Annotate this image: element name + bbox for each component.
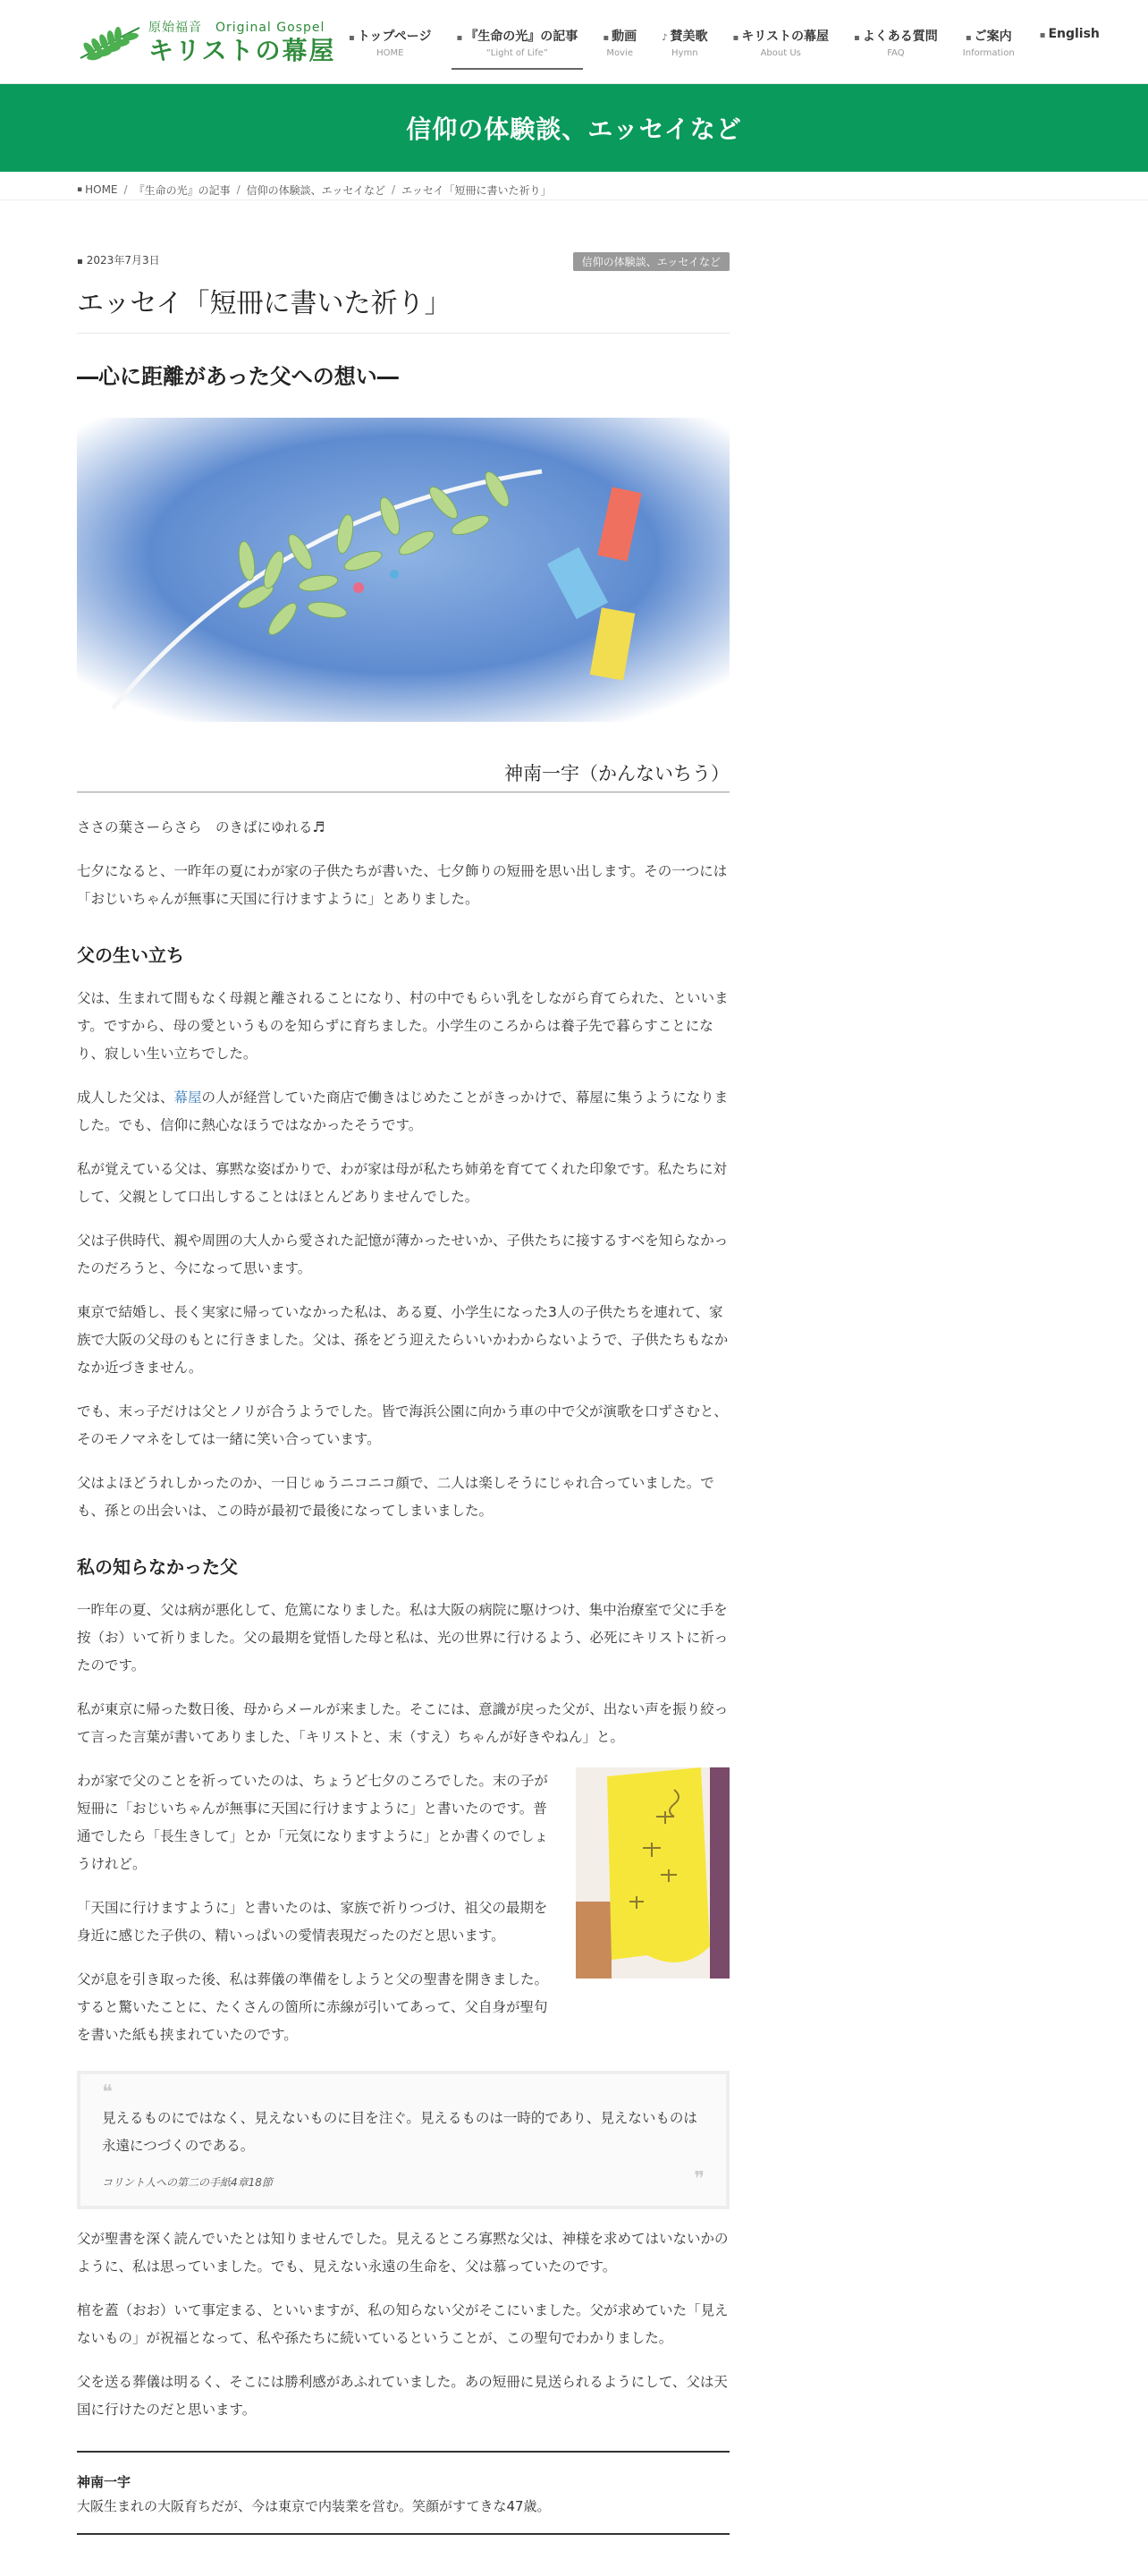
calendar-icon: ▪ (77, 257, 83, 267)
text: 成人した父は、 (77, 1089, 174, 1106)
divider (0, 199, 1148, 200)
nav-item-hymn[interactable] (649, 16, 720, 70)
paragraph: 父は子供時代、親や周囲の大人から愛された記憶が薄かったせいか、子供たちに接するすべを知らなかったのだろうと、今になって思います。 (77, 1233, 729, 1276)
scripture-quote (77, 2071, 730, 2209)
entry-title: エッセイ「短冊に書いた祈り」 (77, 284, 730, 334)
paragraph: 七夕になると、一昨年の夏にわが家の子供たちが書いた、七夕飾りの短冊を思い出します。その一つには「おじいちゃんが無事に天国に行けますように」とありました。 (77, 863, 728, 907)
nav-label: 動画 (612, 30, 637, 44)
makuya-link[interactable]: 幕屋 (173, 1089, 202, 1106)
paragraph: 父が息を引き取った後、私は葬儀の準備をしようと父の聖書を開きました。すると驚いたことに、たくさんの箇所に赤線が引いてあって、父自身が聖句を書いた紙も挟まれていたのです。 (77, 1971, 549, 2043)
video-icon: ▪ (603, 33, 610, 43)
article-author: 神南一宇（かんないちう） (77, 759, 730, 792)
nav-sub: Hymn (671, 48, 698, 58)
paragraph: 父はよほどうれしかったのか、一日じゅうニコニコ顔で、二人は楽しそうにじゃれ合っていました。でも、孫との出会いは、この時が最初で最後になってしまいました。 (77, 1475, 714, 1519)
nav-item-home[interactable] (336, 16, 444, 70)
site-name: キリストの幕屋 (148, 36, 336, 65)
paragraph: 棺を蓋（おお）いて事定まる、といいますが、私の知らない父がそこにいました。父が求めていた「見えないもの」が祝福となって、私や孫たちに続いているということが、この聖句でわかりました。 (77, 2302, 729, 2346)
paragraph: わが家で父のことを祈っていたのは、ちょうど七夕のころでした。末の子が短冊に「おじいちゃんが無事に天国に行けますように」と書いたのです。普通でしたら「長生きして」とか「元気になりますように」とか書くのでしょうけれど。 (77, 1773, 549, 1872)
nav-item-faq[interactable] (841, 16, 950, 70)
breadcrumb-category[interactable]: 信仰の体験談、エッセイなど (246, 183, 386, 197)
section-heading: 私の知らなかった父 (77, 1556, 238, 1578)
nav-sub: About Us (760, 48, 801, 58)
breadcrumb-current: エッセイ「短冊に書いた祈り」 (401, 183, 552, 197)
nav-label: 『生命の光』の記事 (465, 30, 578, 44)
breadcrumb: ▪ HOME / 『生命の光』の記事 / 信仰の体験談、エッセイなど / エッセイ「短冊に書いた祈り」 (77, 183, 552, 197)
tanabata-illustration (77, 418, 730, 722)
nav-sub: “Light of Life” (485, 48, 548, 58)
paragraph: 私が覚えている父は、寡黙な姿ばかりで、わが家は母が私たち姉弟を育ててくれた印象です。私たちに対して、父親として口出しすることはほとんどありませんでした。 (77, 1161, 727, 1205)
info-icon: ▪ (965, 33, 972, 43)
wheat-logo-icon (77, 19, 143, 65)
nav-sub: HOME (376, 48, 404, 58)
paragraph: 父を送る葬儀は明るく、そこには勝利感があふれていました。あの短冊に見送られるようにして、父は天国に行けたのだと思います。 (77, 2374, 728, 2418)
author-box (77, 2451, 730, 2535)
text: の人が経営していた商店で働きはじめたことがきっかけで、幕屋に集うようになりました。でも、信仰に熱心なほうではなかったそうです。 (77, 1089, 729, 1133)
tanzaku-photo (576, 1767, 730, 1979)
nav-label: よくある質問 (862, 30, 938, 44)
church-icon: ▪ (732, 33, 739, 43)
section-heading: 父の生い立ち (77, 945, 184, 966)
nav-sub: FAQ (887, 48, 905, 58)
globe-icon: ▪ (1039, 30, 1046, 40)
paragraph: でも、末っ子だけは父とノリが合うようでした。皆で海浜公園に向かう車の中で父が演歌を口ずさむと、そのモノマネをしては一緒に笑い合っています。 (77, 1403, 728, 1447)
quote-close-icon: ❞ (694, 2168, 705, 2190)
nav-label: キリストの幕屋 (741, 30, 829, 44)
nav-item-information[interactable] (950, 16, 1027, 70)
music-icon: ♪ (662, 33, 668, 43)
quote-text: 見えるものにではなく、見えないものに目を注ぐ。見えるものは一時的であり、見えないものは永遠につづくのである。 (102, 2110, 697, 2154)
nav-sub: Information (962, 48, 1015, 58)
quote-open-icon: ❝ (102, 2081, 113, 2104)
site-logo[interactable] (77, 16, 335, 68)
nav-item-about[interactable] (720, 16, 841, 70)
global-nav (336, 16, 1112, 70)
book-icon: ▪ (456, 33, 463, 43)
nav-label: 賛美歌 (670, 30, 708, 44)
site-header (0, 0, 1148, 84)
category-badge[interactable]: 信仰の体験談、エッセイなど (573, 252, 730, 271)
paragraph: 東京で結婚し、長く実家に帰っていなかった私は、ある夏、小学生になった3人の子供たちを連れて、家族で大阪の父母のもとに行きました。父は、孫をどう迎えたらいいかわからないようで、子供たちもなかなか近づきません。 (77, 1304, 729, 1376)
nav-item-light-of-life[interactable] (444, 16, 591, 70)
nav-label: トップページ (357, 30, 432, 44)
breadcrumb-home[interactable]: HOME (85, 183, 118, 196)
entry-meta (77, 242, 730, 272)
nav-sub: Movie (606, 48, 633, 58)
author-bio: 大阪生まれの大阪育ちだが、今は東京で内装業を営む。笑顔がすてきな47歳。 (77, 2498, 551, 2514)
home-icon: ▪ (77, 185, 83, 194)
site-tagline: 原始福音 Original Gospel (148, 21, 325, 35)
author-name: 神南一宇 (77, 2474, 131, 2490)
paragraph: 父は、生まれて間もなく母親と離されることになり、村の中でもらい乳をしながら育てられた、といいます。ですから、母の愛というものを知らずに育ちました。小学生のころからは養子先で暮らすことになり、寂しい生い立ちでした。 (77, 990, 729, 1062)
paragraph: 「天国に行けますように」と書いたのは、家族で祈りつづけ、祖父の最期を身近に感じた子供の、精いっぱいの愛情表現だったのだと思います。 (77, 1900, 548, 1944)
home-icon: ▪ (349, 33, 355, 43)
nav-label: English (1048, 27, 1100, 41)
paragraph: 私が東京に帰った数日後、母からメールが来ました。そこには、意識が戻った父が、出ない声を振り絞って言った言葉が書いてありました、「キリストと、末（すえ）ちゃんが好きやねん」と。 (77, 1701, 729, 1745)
article (77, 242, 730, 2535)
page-header-band (0, 84, 1148, 172)
nav-item-movie[interactable] (590, 16, 649, 70)
paragraph (77, 1084, 730, 1140)
nav-item-english[interactable] (1027, 16, 1112, 70)
entry-date (77, 252, 160, 267)
page-header-title: 信仰の体験談、エッセイなど (406, 114, 742, 144)
nav-label: ご案内 (974, 30, 1012, 44)
quote-citation: コリント人への第二の手紙4章18節 (102, 2176, 273, 2189)
paragraph: ささの葉さーらさら のきばにゆれる♬ (77, 819, 325, 835)
float-section (77, 1767, 730, 2049)
question-icon: ▪ (854, 33, 860, 43)
paragraph: 父が聖書を深く読んでいたとは知りませんでした。見えるところ寡黙な父は、神様を求めてはいないかのように、私は思っていました。でも、見えない永遠の生命を、父は慕っていたのです。 (77, 2231, 729, 2275)
article-subtitle: ―心に距離があった父への想い― (77, 364, 399, 389)
breadcrumb-light-of-life[interactable]: 『生命の光』の記事 (133, 183, 231, 197)
date-text: 2023年7月3日 (86, 254, 160, 267)
paragraph: 一昨年の夏、父は病が悪化して、危篤になりました。私は大阪の病院に駆けつけ、集中治療室で父に手を按（お）いて祈りました。父の最期を覚悟した母と私は、光の世界に行けるよう、必死にキリストに祈ったのです。 (77, 1602, 729, 1674)
